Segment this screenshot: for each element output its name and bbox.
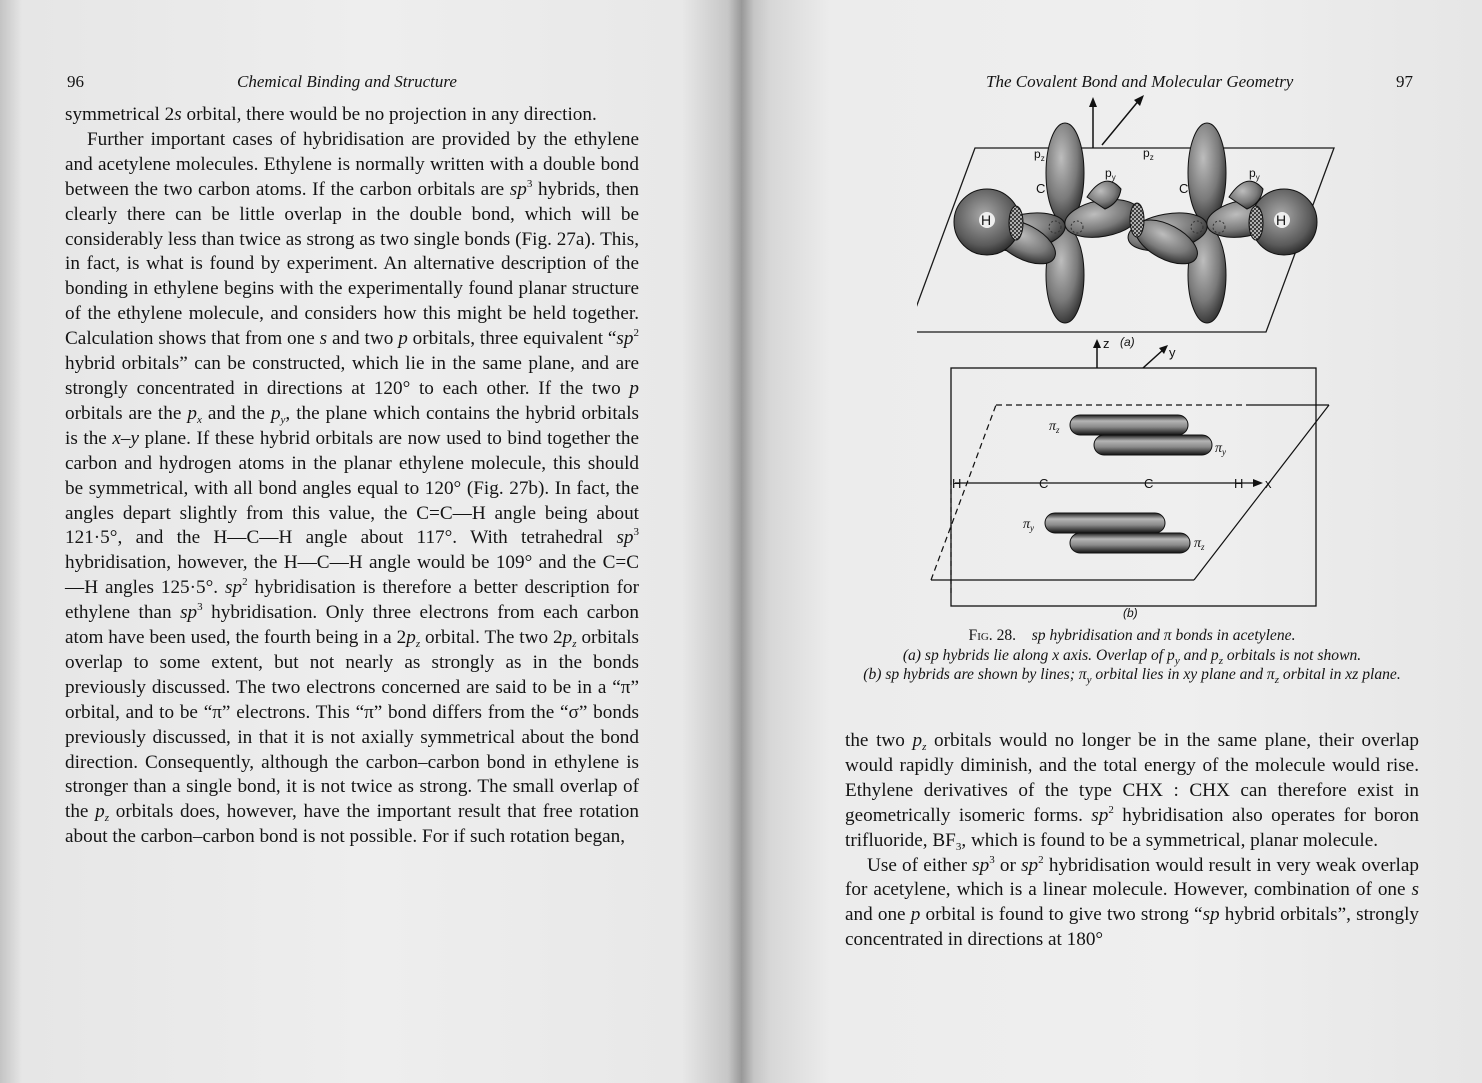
panel-b-pi-z-lower-label: $\pi_z$ [1194, 536, 1205, 552]
right-paragraph-2: Use of either $sp^3$ or $sp^2$ hybridisation would result in very weak overlap for acetylene, which is a linear molecule. However, combination of one s and one p orbital is found to give two strong “sp hybrid orbitals”, strongly concentrated in directions at 180° [845, 853, 1420, 951]
panel-b-y-axis-label: y [1169, 345, 1176, 360]
left-paragraph-1: symmetrical 2s orbital, there would be no projection in any direction. [65, 104, 597, 125]
caption-line-b: (b) sp hybrids are shown by lines; $\pi_y$ orbital lies in xy plane and $\pi_z$ orbital in xz plane. [863, 666, 1401, 686]
right-body-text [845, 729, 1419, 953]
panel-b-pi-y-lower-label: $\pi_y$ [1023, 517, 1035, 533]
left-page-number: 96 [67, 72, 84, 91]
left-paragraph-2: Further important cases of hybridisation are provided by the ethylene and acetylene molecules. Ethylene is normally written with a double bond between the two carbon atoms. If the carbon orbitals are $sp^3$ hybrids, then clearly there can be little overlap in the double bond, which will be considerably less than twice as strong as two single bonds (Fig. 27a). This, in fact, is what is found by experiment. An alternative description of the bonding in ethylene begins with the experimentally found planar structure of the ethylene molecule, and considers how this might be held together. Calculation shows that from one s and two p orbitals, three equivalent “$sp^2$ hybrid orbitals” can be constructed, which lie in the same plane, and are strongly concentrated in directions at 120° to each other. If the two p orbitals are the $p_x$ and the $p_y$, the plane which contains the hybrid orbitals is the x–y plane. If these hybrid orbitals are now used to bind together the carbon and hydrogen atoms in the planar ethylene molecule, this should be symmetrical, with all bond angles equal to 120° (Fig. 27b). In fact, the angles depart slightly from this value, the C=C—H angle being about 121·5°, and the H—C—H angle about 117°. With tetrahedral $sp^3$ hybridisation, however, the H—C—H angle would be 109° and the C=C—H angles 125·5°. $sp^2$ hybridisation is therefore a better description for ethylene than $sp^3$ hybridisation. Only three electrons from each carbon atom have been used, the fourth being in a $2p_z$ orbital. The two $2p_z$ orbitals overlap to some extent, but not nearly as strongly as in the bonds previously discussed. The two electrons concerned are said to be in a “π” orbital, and to be “π” electrons. This “π” bond differs from the “σ” bonds previously discussed, in that it is not axially symmetrical about the bond direction. Consequently, although the carbon–carbon bond in ethylene is stronger than a single bond, it is not twice as strong. The small overlap of the $p_z$ orbitals does, however, have the important result that free rotation about the carbon–carbon bond is not possible. For if such rotation began, [65, 128, 640, 848]
caption-figure-number: Fig. 28. [968, 627, 1017, 644]
panel-b-z-axis-label: z [1103, 336, 1110, 351]
panel-b-pi-z-upper-label: $\pi_z$ [1049, 419, 1060, 435]
left-body-text [65, 103, 639, 850]
panel-b-c-right-label: C [1144, 476, 1154, 491]
right-running-title: The Covalent Bond and Molecular Geometry [986, 72, 1294, 91]
panel-b-x-axis-label: x [1265, 476, 1272, 491]
caption-title-line [845, 626, 1419, 646]
panel-a-c-left-label: C [1036, 181, 1046, 196]
right-paragraph-1: the two $p_z$ orbitals would no longer be in the same plane, their overlap would rapidly diminish, and the total energy of the molecule would rise. Ethylene derivatives of the type CHX : CHX can therefore exist in geometrically isomeric forms. $sp^2$ hybridisation also operates for boron trifluoride, $BF_3$, which is found to be a symmetrical, planar molecule. [845, 730, 1420, 853]
panel-b-h-right-label: H [1234, 476, 1244, 491]
right-page-number: 97 [1396, 72, 1413, 91]
panel-b-pi-y-upper-label: $\pi_y$ [1215, 441, 1227, 457]
panel-a-label: (a) [1120, 335, 1135, 349]
panel-a-h-right-label: H [1276, 212, 1287, 228]
panel-a-py-right-label: $p_y$ [1249, 166, 1260, 182]
caption-title: sp hybridisation and π bonds in acetylene. [1031, 627, 1296, 644]
book-gutter-shadow [728, 0, 754, 1083]
panel-a-pz-left-label: $p_z$ [1034, 147, 1045, 163]
panel-a-pz-right-label: $p_z$ [1143, 146, 1154, 162]
panel-b-label: (b) [1123, 606, 1138, 620]
left-running-title: Chemical Binding and Structure [237, 72, 457, 91]
caption-line-a: (a) sp hybrids lie along x axis. Overlap of $p_y$ and $p_z$ orbitals is not shown. [902, 646, 1362, 667]
panel-a-py-left-label: $p_y$ [1105, 166, 1116, 182]
panel-b [931, 336, 1329, 620]
panel-b-c-left-label: C [1039, 476, 1049, 491]
figure-28-caption [845, 626, 1419, 685]
figure-28 [917, 95, 1417, 635]
panel-b-h-left-label: H [952, 476, 962, 491]
panel-a-h-left-label: H [981, 212, 992, 228]
figure-28-diagram [917, 95, 1417, 635]
panel-a-c-right-label: C [1179, 181, 1189, 196]
panel-a [917, 95, 1334, 349]
